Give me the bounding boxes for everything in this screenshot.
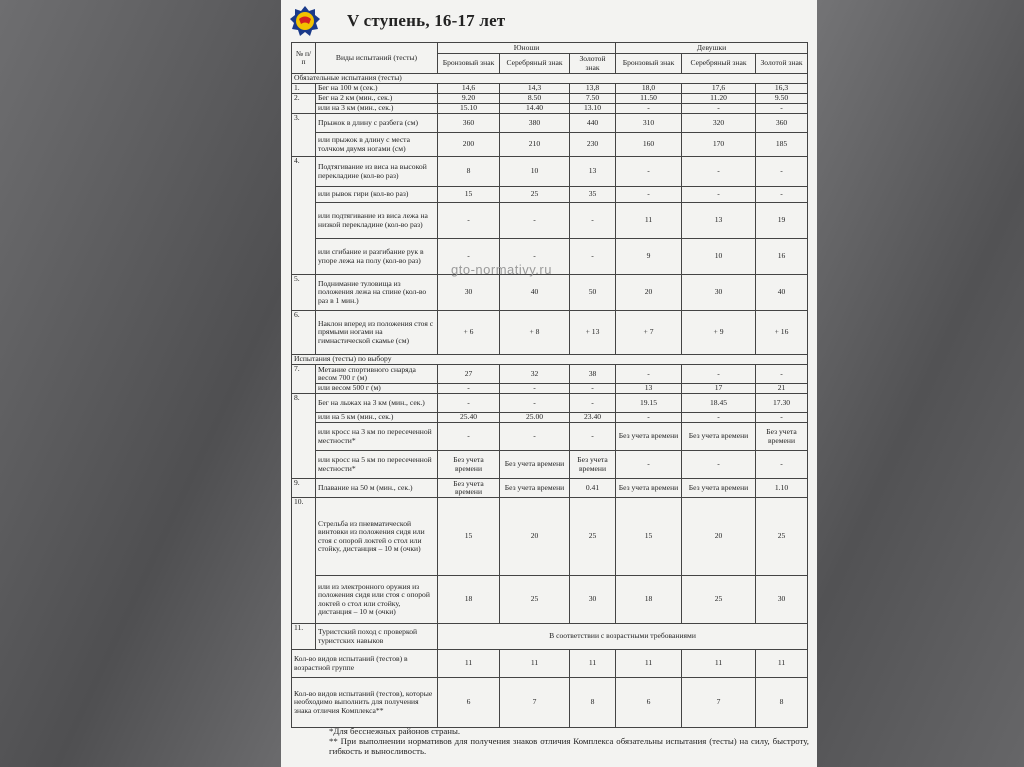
- norm-value: -: [500, 423, 570, 451]
- table-row: [292, 479, 808, 498]
- header-girls: Девушки: [616, 43, 808, 54]
- norm-value: -: [570, 203, 616, 239]
- test-name: Метание спортивного снаряда весом 700 г (м): [316, 365, 438, 384]
- norm-value: 25.40: [438, 413, 500, 423]
- norm-value: -: [756, 104, 808, 114]
- norm-value: 19: [756, 203, 808, 239]
- norm-value: Без учета времени: [682, 479, 756, 498]
- norm-value: 1.10: [756, 479, 808, 498]
- table-row: [292, 203, 808, 239]
- norm-value: 11: [500, 650, 570, 678]
- norm-value: 13: [616, 384, 682, 394]
- row-number: 5.: [292, 275, 316, 311]
- norm-value: -: [756, 365, 808, 384]
- norm-value: 9.20: [438, 94, 500, 104]
- header-num: № п/п: [292, 43, 316, 74]
- norm-value: -: [570, 423, 616, 451]
- norm-value: 230: [570, 133, 616, 157]
- norm-value: 21: [756, 384, 808, 394]
- norm-value: 8: [570, 678, 616, 728]
- norm-value: 18.45: [682, 394, 756, 413]
- table-row: [292, 413, 808, 423]
- header-gold-girls: Золотой знак: [756, 54, 808, 74]
- norm-value: 0.41: [570, 479, 616, 498]
- norm-value: 30: [682, 275, 756, 311]
- row-number: 1.: [292, 84, 316, 94]
- norm-value: 8.50: [500, 94, 570, 104]
- table-row: [292, 384, 808, 394]
- table-row: [292, 104, 808, 114]
- norm-value: 30: [570, 576, 616, 624]
- norm-value: + 9: [682, 311, 756, 355]
- norm-value: Без учета времени: [500, 479, 570, 498]
- norm-value: -: [438, 384, 500, 394]
- table-row: [292, 576, 808, 624]
- norm-value: -: [756, 187, 808, 203]
- table-row: [292, 650, 808, 678]
- norm-value: 15: [616, 498, 682, 576]
- norm-value: + 6: [438, 311, 500, 355]
- norm-value: + 8: [500, 311, 570, 355]
- norm-value: 13,8: [570, 84, 616, 94]
- norm-value: -: [616, 451, 682, 479]
- norm-value: + 16: [756, 311, 808, 355]
- norm-value: 16: [756, 239, 808, 275]
- table-row: [292, 423, 808, 451]
- norm-value: -: [570, 384, 616, 394]
- norm-value: 11: [616, 650, 682, 678]
- page-header: [289, 2, 809, 40]
- header-gold-boys: Золотой знак: [570, 54, 616, 74]
- norm-value: Без учета времени: [438, 479, 500, 498]
- norm-value: 7: [682, 678, 756, 728]
- norm-value: 40: [756, 275, 808, 311]
- norm-value: 17,6: [682, 84, 756, 94]
- norm-value: 11.20: [682, 94, 756, 104]
- section-mandatory: Обязательные испытания (тесты): [292, 74, 808, 84]
- table-row: [292, 114, 808, 133]
- norm-value: 11: [616, 203, 682, 239]
- norm-value: -: [616, 187, 682, 203]
- row-label: Кол-во видов испытаний (тестов) в возрастной группе: [292, 650, 438, 678]
- norm-value: 18: [616, 576, 682, 624]
- norm-value: -: [616, 413, 682, 423]
- norm-value: -: [438, 203, 500, 239]
- test-name: Наклон вперед из положения стоя с прямыми ногами на гимнастической скамье (см): [316, 311, 438, 355]
- norm-value: 6: [438, 678, 500, 728]
- norm-value: -: [682, 413, 756, 423]
- norm-value: 38: [570, 365, 616, 384]
- row-number: 9.: [292, 479, 316, 498]
- norm-value: 8: [438, 157, 500, 187]
- test-name: Поднимание туловища из положения лежа на спине (кол-во раз в 1 мин.): [316, 275, 438, 311]
- test-name: или из электронного оружия из положения сидя или стоя с опорой локтей о стол или стойку, дистанция – 10 м (очки): [316, 576, 438, 624]
- test-name: Подтягивание из виса на высокой перекладине (кол-во раз): [316, 157, 438, 187]
- norm-value: Без учета времени: [682, 423, 756, 451]
- norm-value: 20: [500, 498, 570, 576]
- norm-value: 11: [570, 650, 616, 678]
- table-row: [292, 355, 808, 365]
- norm-value: Без учета времени: [570, 451, 616, 479]
- norm-value: -: [682, 157, 756, 187]
- row-number: 11.: [292, 624, 316, 650]
- test-name: или на 5 км (мин., сек.): [316, 413, 438, 423]
- norm-value: 160: [616, 133, 682, 157]
- norm-value: 14,3: [500, 84, 570, 94]
- table-row: [292, 187, 808, 203]
- norm-value: 320: [682, 114, 756, 133]
- norm-value: Без учета времени: [616, 423, 682, 451]
- norm-value: -: [616, 157, 682, 187]
- norm-value: 30: [438, 275, 500, 311]
- norm-value: 18,0: [616, 84, 682, 94]
- norm-value: 17: [682, 384, 756, 394]
- norm-value: 11: [438, 650, 500, 678]
- norm-value: -: [500, 203, 570, 239]
- row-number: 3.: [292, 114, 316, 157]
- norm-value: 6: [616, 678, 682, 728]
- norm-value: 8: [756, 678, 808, 728]
- norm-value: 310: [616, 114, 682, 133]
- norm-value: 13.10: [570, 104, 616, 114]
- norm-value: 25: [500, 187, 570, 203]
- row-number: 6.: [292, 311, 316, 355]
- norm-value: Без учета времени: [756, 423, 808, 451]
- norm-value: -: [682, 451, 756, 479]
- norm-value: 17.30: [756, 394, 808, 413]
- table-row: [292, 275, 808, 311]
- test-name: или подтягивание из виса лежа на низкой перекладине (кол-во раз): [316, 203, 438, 239]
- norm-value: Без учета времени: [438, 451, 500, 479]
- norm-value: 14.40: [500, 104, 570, 114]
- norm-value: 19.15: [616, 394, 682, 413]
- row-number: 7.: [292, 365, 316, 394]
- norm-value: -: [616, 365, 682, 384]
- norm-value: 25: [500, 576, 570, 624]
- test-name: или сгибание и разгибание рук в упоре лежа на полу (кол-во раз): [316, 239, 438, 275]
- header-silver-boys: Серебряный знак: [500, 54, 570, 74]
- header-silver-girls: Серебряный знак: [682, 54, 756, 74]
- test-name: или прыжок в длину с места толчком двумя ногами (см): [316, 133, 438, 157]
- table-row: [292, 157, 808, 187]
- test-name: Бег на лыжах на 3 км (мин., сек.): [316, 394, 438, 413]
- norm-value: -: [500, 239, 570, 275]
- norm-value: 15.10: [438, 104, 500, 114]
- norm-value: 10: [682, 239, 756, 275]
- norm-value: Без учета времени: [616, 479, 682, 498]
- norm-value: 32: [500, 365, 570, 384]
- norm-value: -: [500, 394, 570, 413]
- merged-value: В соответствии с возрастными требованиями: [438, 624, 808, 650]
- norm-value: 25: [682, 576, 756, 624]
- table-row: [292, 678, 808, 728]
- norm-value: -: [682, 365, 756, 384]
- norm-value: 9: [616, 239, 682, 275]
- norm-value: 14,6: [438, 84, 500, 94]
- norm-value: 20: [616, 275, 682, 311]
- watermark: gto-normativy.ru: [451, 262, 552, 277]
- table-row: [292, 133, 808, 157]
- norm-value: -: [682, 104, 756, 114]
- norm-value: 9.50: [756, 94, 808, 104]
- table-row: [292, 451, 808, 479]
- norm-value: 25: [756, 498, 808, 576]
- test-name: или рывок гири (кол-во раз): [316, 187, 438, 203]
- norm-value: 200: [438, 133, 500, 157]
- header-boys: Юноши: [438, 43, 616, 54]
- norm-value: 380: [500, 114, 570, 133]
- norm-value: -: [616, 104, 682, 114]
- norm-value: 7.50: [570, 94, 616, 104]
- section-optional: Испытания (тесты) по выбору: [292, 355, 808, 365]
- norm-value: -: [756, 413, 808, 423]
- test-name: Плавание на 50 м (мин., сек.): [316, 479, 438, 498]
- norm-value: -: [682, 187, 756, 203]
- norm-value: 360: [756, 114, 808, 133]
- norm-value: 170: [682, 133, 756, 157]
- norm-value: -: [500, 384, 570, 394]
- test-name: или кросс на 3 км по пересеченной местности*: [316, 423, 438, 451]
- norm-value: -: [438, 423, 500, 451]
- table-row: [292, 365, 808, 384]
- test-name: или кросс на 5 км по пересеченной местности*: [316, 451, 438, 479]
- test-name: Туристский поход с проверкой туристских навыков: [316, 624, 438, 650]
- test-name: Прыжок в длину с разбега (см): [316, 114, 438, 133]
- norm-value: -: [438, 394, 500, 413]
- gto-logo-icon: [289, 5, 321, 37]
- norms-table: [291, 42, 808, 728]
- norm-value: 10: [500, 157, 570, 187]
- footnote-1: *Для бесснежных районов страны.: [329, 726, 461, 736]
- test-name: или весом 500 г (м): [316, 384, 438, 394]
- norm-value: -: [438, 239, 500, 275]
- norm-value: 25: [570, 498, 616, 576]
- header-bronze-boys: Бронзовый знак: [438, 54, 500, 74]
- header-bronze-girls: Бронзовый знак: [616, 54, 682, 74]
- test-name: Бег на 2 км (мин., сек.): [316, 94, 438, 104]
- norm-value: 11: [682, 650, 756, 678]
- row-number: 8.: [292, 394, 316, 479]
- norm-value: 7: [500, 678, 570, 728]
- norm-value: 11.50: [616, 94, 682, 104]
- norm-value: 210: [500, 133, 570, 157]
- norm-value: 13: [570, 157, 616, 187]
- norm-value: 15: [438, 498, 500, 576]
- norm-value: + 13: [570, 311, 616, 355]
- table-row: [292, 94, 808, 104]
- norm-value: -: [756, 451, 808, 479]
- norm-value: 440: [570, 114, 616, 133]
- norm-value: 15: [438, 187, 500, 203]
- norm-value: 11: [756, 650, 808, 678]
- norm-value: 27: [438, 365, 500, 384]
- table-row: [292, 394, 808, 413]
- norm-value: 50: [570, 275, 616, 311]
- row-number: 4.: [292, 157, 316, 275]
- table-row: [292, 84, 808, 94]
- norm-value: 25.00: [500, 413, 570, 423]
- norm-value: 35: [570, 187, 616, 203]
- footnotes: [329, 726, 809, 756]
- row-label: Кол-во видов испытаний (тестов), которые необходимо выполнить для получения знака отличия Комплекса**: [292, 678, 438, 728]
- footnote-2: ** При выполнении нормативов для получения знаков отличия Комплекса обязательны испытания (тесты) на силу, быстроту, гибкость и выносливость.: [329, 736, 809, 756]
- row-number: 2.: [292, 94, 316, 114]
- norm-value: + 7: [616, 311, 682, 355]
- norm-value: 30: [756, 576, 808, 624]
- norm-value: 40: [500, 275, 570, 311]
- norm-value: 18: [438, 576, 500, 624]
- norm-value: 23.40: [570, 413, 616, 423]
- test-name: Бег на 100 м (сек.): [316, 84, 438, 94]
- norm-value: 185: [756, 133, 808, 157]
- norm-value: 16,3: [756, 84, 808, 94]
- table-row: [292, 311, 808, 355]
- table-row: [292, 498, 808, 576]
- norm-value: 360: [438, 114, 500, 133]
- norm-value: Без учета времени: [500, 451, 570, 479]
- norm-value: 13: [682, 203, 756, 239]
- norm-value: -: [756, 157, 808, 187]
- row-number: 10.: [292, 498, 316, 624]
- norm-value: -: [570, 394, 616, 413]
- page-title: V ступень, 16-17 лет: [347, 11, 506, 30]
- header-test-types: Виды испытаний (тесты): [316, 43, 438, 74]
- test-name: Стрельба из пневматической винтовки из положения сидя или стоя с опорой локтей о стол или стойку, дистанция – 10 м (очки): [316, 498, 438, 576]
- norm-value: -: [570, 239, 616, 275]
- test-name: или на 3 км (мин., сек.): [316, 104, 438, 114]
- table-row: [292, 624, 808, 650]
- document-page: [281, 0, 817, 767]
- norm-value: 20: [682, 498, 756, 576]
